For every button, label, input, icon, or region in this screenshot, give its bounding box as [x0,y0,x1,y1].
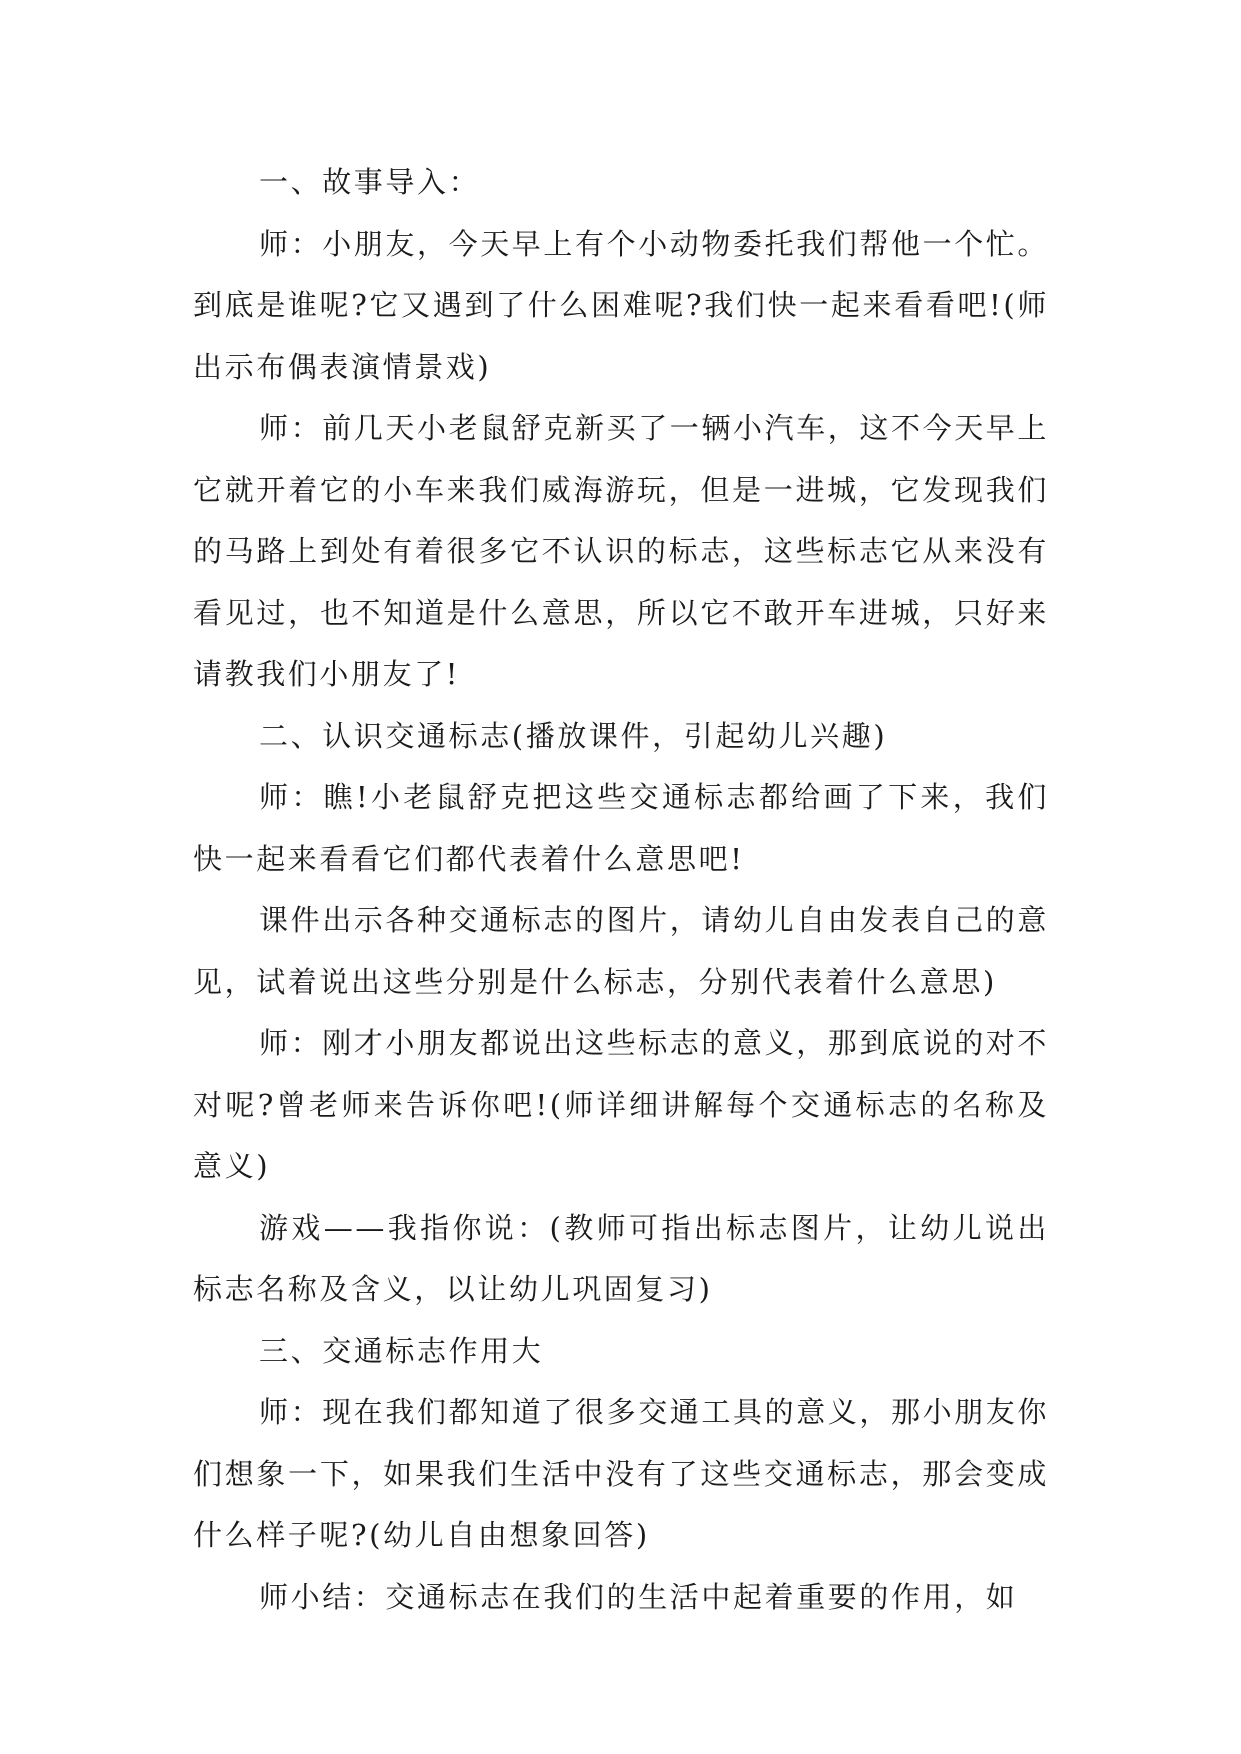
paragraph-teacher-look: 师：瞧!小老鼠舒克把这些交通标志都给画了下来，我们快一起来看看它们都代表着什么意思吧! [193,780,1049,876]
document-body [193,152,1049,1628]
paragraph-teacher-story: 师：前几天小老鼠舒克新买了一辆小汽车，这不今天早上它就开着它的小车来我们威海游玩，但是一进城，它发现我们的马路上到处有着很多它不认识的标志，这些标志它从来没有看见过，也不知道是什么意思，所以它不敢开车进城，只好来请教我们小朋友了! [193,411,1050,691]
paragraph-teacher-summary: 师小结：交通标志在我们的生活中起着重要的作用，如 [259,1579,1018,1614]
paragraph-teacher-imagine: 师：现在我们都知道了很多交通工具的意义，那小朋友你们想象一下，如果我们生活中没有了这些交通标志，那会变成什么样子呢?(幼儿自由想象回答) [193,1395,1050,1552]
section-heading-story-intro: 一、故事导入： [259,165,481,199]
paragraph-teacher-explain: 师：刚才小朋友都说出这些标志的意义，那到底说的对不对呢?曾老师来告诉你吧!(师详细讲解每个交通标志的名称及意义) [193,1026,1050,1183]
section-heading-sign-importance: 三、交通标志作用大 [259,1333,544,1368]
paragraph-game: 游戏——我指你说：(教师可指出标志图片，让幼儿说出标志名称及含义，以让幼儿巩固复习) [193,1210,1049,1306]
paragraph-teacher-intro: 师：小朋友，今天早上有个小动物委托我们帮他一个忙。到底是谁呢?它又遇到了什么困难呢?我们快一起来看看吧!(师出示布偶表演情景戏) [193,226,1050,384]
section-heading-learn-signs: 二、认识交通标志(播放课件，引起幼儿兴趣) [259,718,888,753]
paragraph-courseware: 课件出示各种交通标志的图片，请幼儿自由发表自己的意见，试着说出这些分别是什么标志，分别代表着什么意思) [193,903,1050,999]
